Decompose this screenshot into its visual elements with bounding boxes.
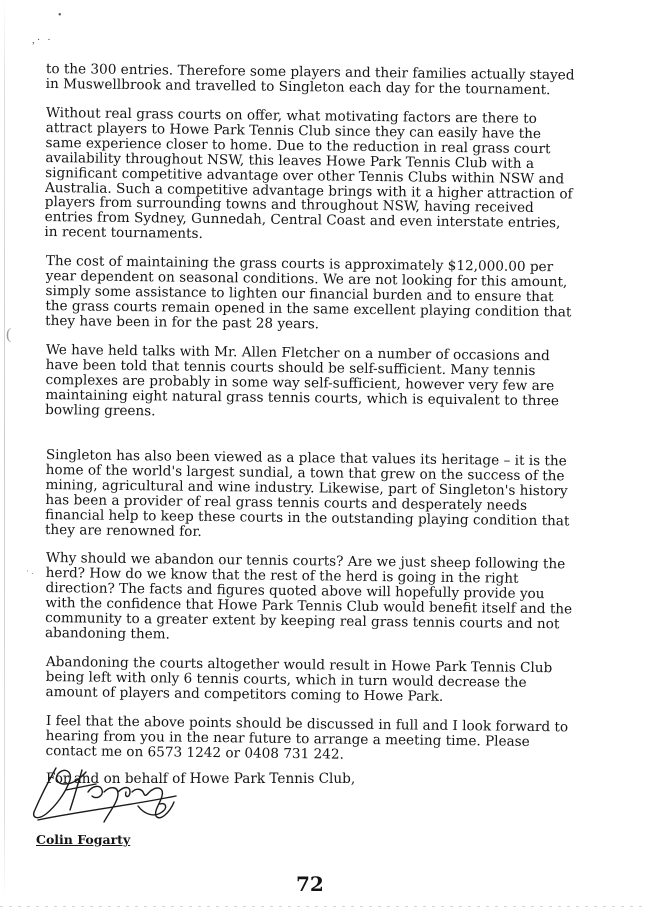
paragraph-why-abandon: Why should we abandon our tennis courts? Are we just sheep following the herd? How do we know that the rest of the herd is going in the right direction? The facts and figures quoted above will hopefully provide you with the confidence that Howe Park Tennis Club would benefit itself and the community to a greater extent by keeping real grass tennis courts and not abandoning them. [44,550,573,643]
page-number: 72 [296,872,324,896]
paragraph-entries: to the 300 entries. Therefore some players and their families actually stayed in Muswellbrook and travelled to Singleton each day for the tournament. [45,61,575,99]
scan-edge [4,0,5,900]
paragraph-abandoning-result: Abandoning the courts altogether would result in Howe Park Tennis Club being left with only 6 tennis courts, which in turn would decrease the amount of players and competitors coming to Howe Park. [45,653,553,705]
letter-body [46,62,578,787]
scan-speck: ( [6,326,12,343]
paragraph-self-sufficient: We have held talks with Mr. Allen Fletcher on a number of occasions and have been told that tennis courts should be self-sufficient. Many tennis complexes are probably in some way self-sufficient, however very few are maintaining eight natural grass tennis courts, which is equivalent to three bowling greens. [45,341,560,419]
scan-speck: · . [26,566,34,576]
paragraph-grass-courts-advantage: Without real grass courts on offer, what motivating factors are there to attract players to Howe Park Tennis Club since they can easily have the same experience closer to home. Due to the reduction in real grass court availability throughout NSW, this leaves Howe Park Tennis Club with a significant competitive advantage over other Tennis Clubs within NSW and Australia. Such a competitive advantage brings with it a higher attraction of players from surrounding towns and throughout NSW, having received entries from Sydney, Gunnedah, Central Coast and even interstate entries, in recent tournaments. [44,104,573,242]
scan-edge-bottom [0,906,646,907]
signer-name: Colin Fogarty [36,832,131,847]
paragraph-maintenance-cost: The cost of maintaining the grass courts is approximately $12,000.00 per year dependent on seasonal conditions. We are not looking for this amount, simply some assistance to lighten our financial burden and to ensure that the grass courts remain opened in the same excellent playing condition that they have been in for the past 28 years. [45,252,572,332]
handwritten-signature [26,762,186,828]
scan-speck: • [58,10,62,21]
paragraph-contact: I feel that the above points should be discussed in full and I look forward to hearing from you in the near future to arrange a meeting time. Please contact me on 6573 1242 or 0408 731 242. [45,712,569,763]
paragraph-heritage: Singleton has also been viewed as a place that values its heritage – it is the home of the world's largest sundial, a town that grew on the success of the mining, agricultural and wine industry. Likewise, part of Singleton's history has been a provider of real grass tennis courts and desperately needs financial help to keep these courts in the outstanding playing condition that they are renowned for. [44,447,570,540]
scan-speck: ,· · [32,34,53,46]
closing-line: For and on behalf of Howe Park Tennis Club, [46,771,356,788]
